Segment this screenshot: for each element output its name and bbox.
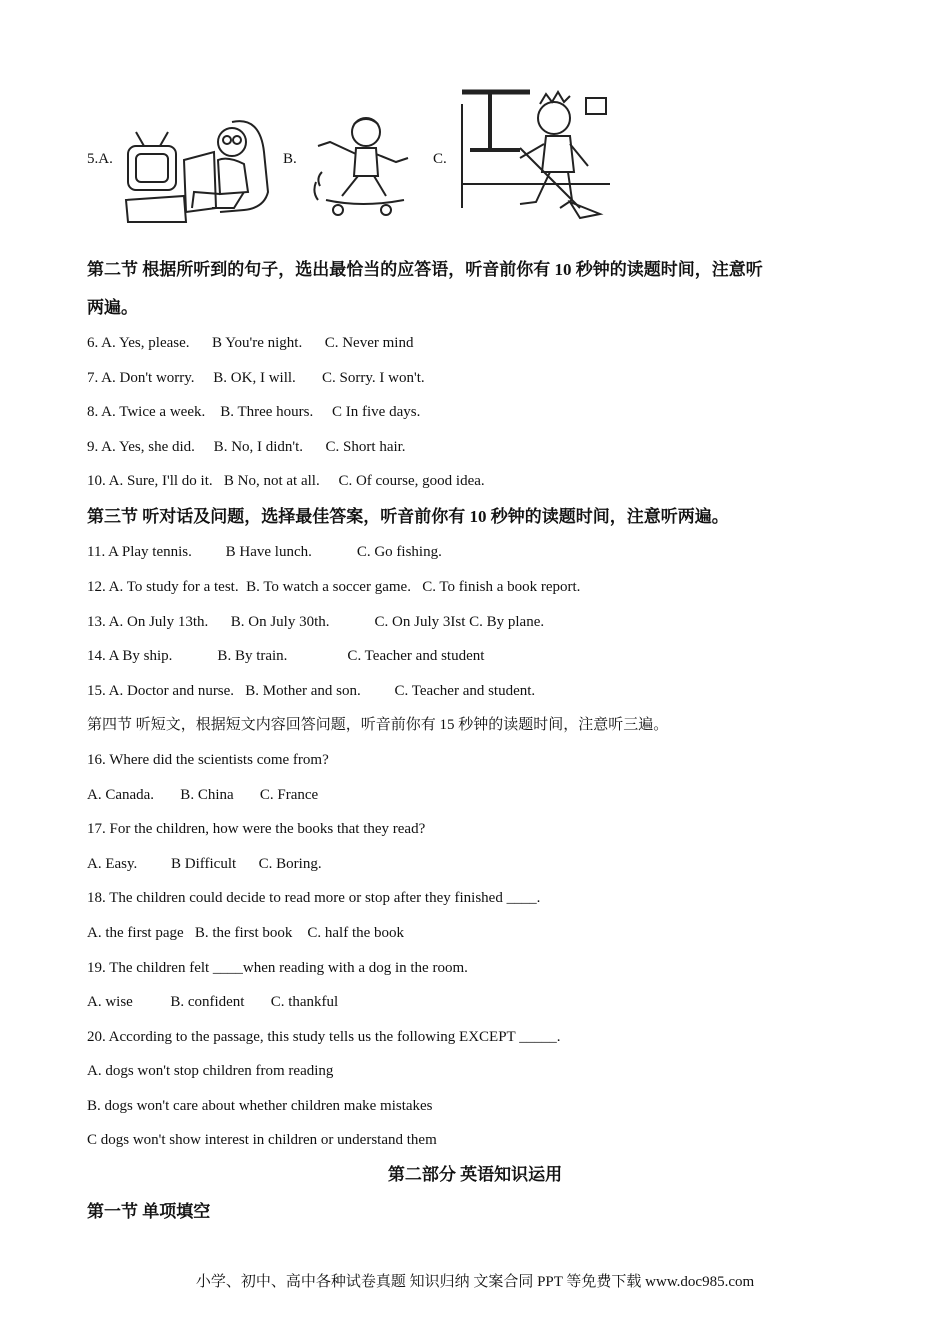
sweeping-floor-illustration xyxy=(460,88,612,222)
question-8: 8. A. Twice a week. B. Three hours. C In five days. xyxy=(87,404,421,420)
question-16-options: A. Canada. B. China C. France xyxy=(87,787,319,803)
question-20-option-a: A. dogs won't stop children from reading xyxy=(87,1063,334,1079)
question-19-options: A. wise B. confident C. thankful xyxy=(87,994,339,1010)
part2-sub-heading: 第一节 单项填空 xyxy=(87,1202,211,1221)
question-15: 15. A. Doctor and nurse. B. Mother and son. C. Teacher and student. xyxy=(87,683,536,699)
question-9: 9. A. Yes, she did. B. No, I didn't. C. Short hair. xyxy=(87,439,406,455)
question-20: 20. According to the passage, this study tells us the following EXCEPT _____. xyxy=(87,1029,561,1045)
question-10: 10. A. Sure, I'll do it. B No, not at all. C. Of course, good idea. xyxy=(87,473,485,489)
part2-heading: 第二部分 英语知识运用 xyxy=(387,1165,563,1184)
question-18-options: A. the first page B. the first book C. half the book xyxy=(87,925,405,941)
question-18: 18. The children could decide to read more or stop after they finished ____. xyxy=(87,890,541,906)
q5-label-c: C. xyxy=(433,151,447,167)
page-footer: 小学、初中、高中各种试卷真题 知识归纳 文案合同 PPT 等免费下载 www.doc985.com xyxy=(195,1274,755,1290)
section4-heading: 第四节 听短文，根据短文内容回答问题，听音前你有 15 秒钟的读题时间，注意听三遍。 xyxy=(87,717,669,733)
question-19: 19. The children felt ____when reading with a dog in the room. xyxy=(87,960,468,976)
question-11: 11. A Play tennis. B Have lunch. C. Go fishing. xyxy=(87,544,442,560)
question-20-option-c: C dogs won't show interest in children or understand them xyxy=(87,1132,437,1148)
question-7: 7. A. Don't worry. B. OK, I will. C. Sorry. I won't. xyxy=(87,370,425,386)
section2-heading-line1: 第二节 根据所听到的句子，选出最恰当的应答语，听音前你有 10 秒钟的读题时间，注意听 xyxy=(87,260,763,279)
question-6: 6. A. Yes, please. B You're night. C. Never mind xyxy=(87,335,414,351)
section3-heading: 第三节 听对话及问题，选择最佳答案，听音前你有 10 秒钟的读题时间，注意听两遍。 xyxy=(87,507,729,526)
question-13: 13. A. On July 13th. B. On July 30th. C. On July 3Ist C. By plane. xyxy=(87,614,545,630)
question-14: 14. A By ship. B. By train. C. Teacher and student xyxy=(87,648,485,664)
tv-watching-illustration xyxy=(124,112,272,224)
section2-heading-line2: 两遍。 xyxy=(87,298,138,317)
question-20-option-b: B. dogs won't care about whether children make mistakes xyxy=(87,1098,433,1114)
question-17: 17. For the children, how were the books that they read? xyxy=(87,821,426,837)
question-16: 16. Where did the scientists come from? xyxy=(87,752,329,768)
q5-label-a: 5.A. xyxy=(87,151,113,167)
question-17-options: A. Easy. B Difficult C. Boring. xyxy=(87,856,322,872)
question-12: 12. A. To study for a test. B. To watch a soccer game. C. To finish a book report. xyxy=(87,579,581,595)
skateboarding-illustration xyxy=(312,112,412,218)
q5-label-b: B. xyxy=(283,151,297,167)
